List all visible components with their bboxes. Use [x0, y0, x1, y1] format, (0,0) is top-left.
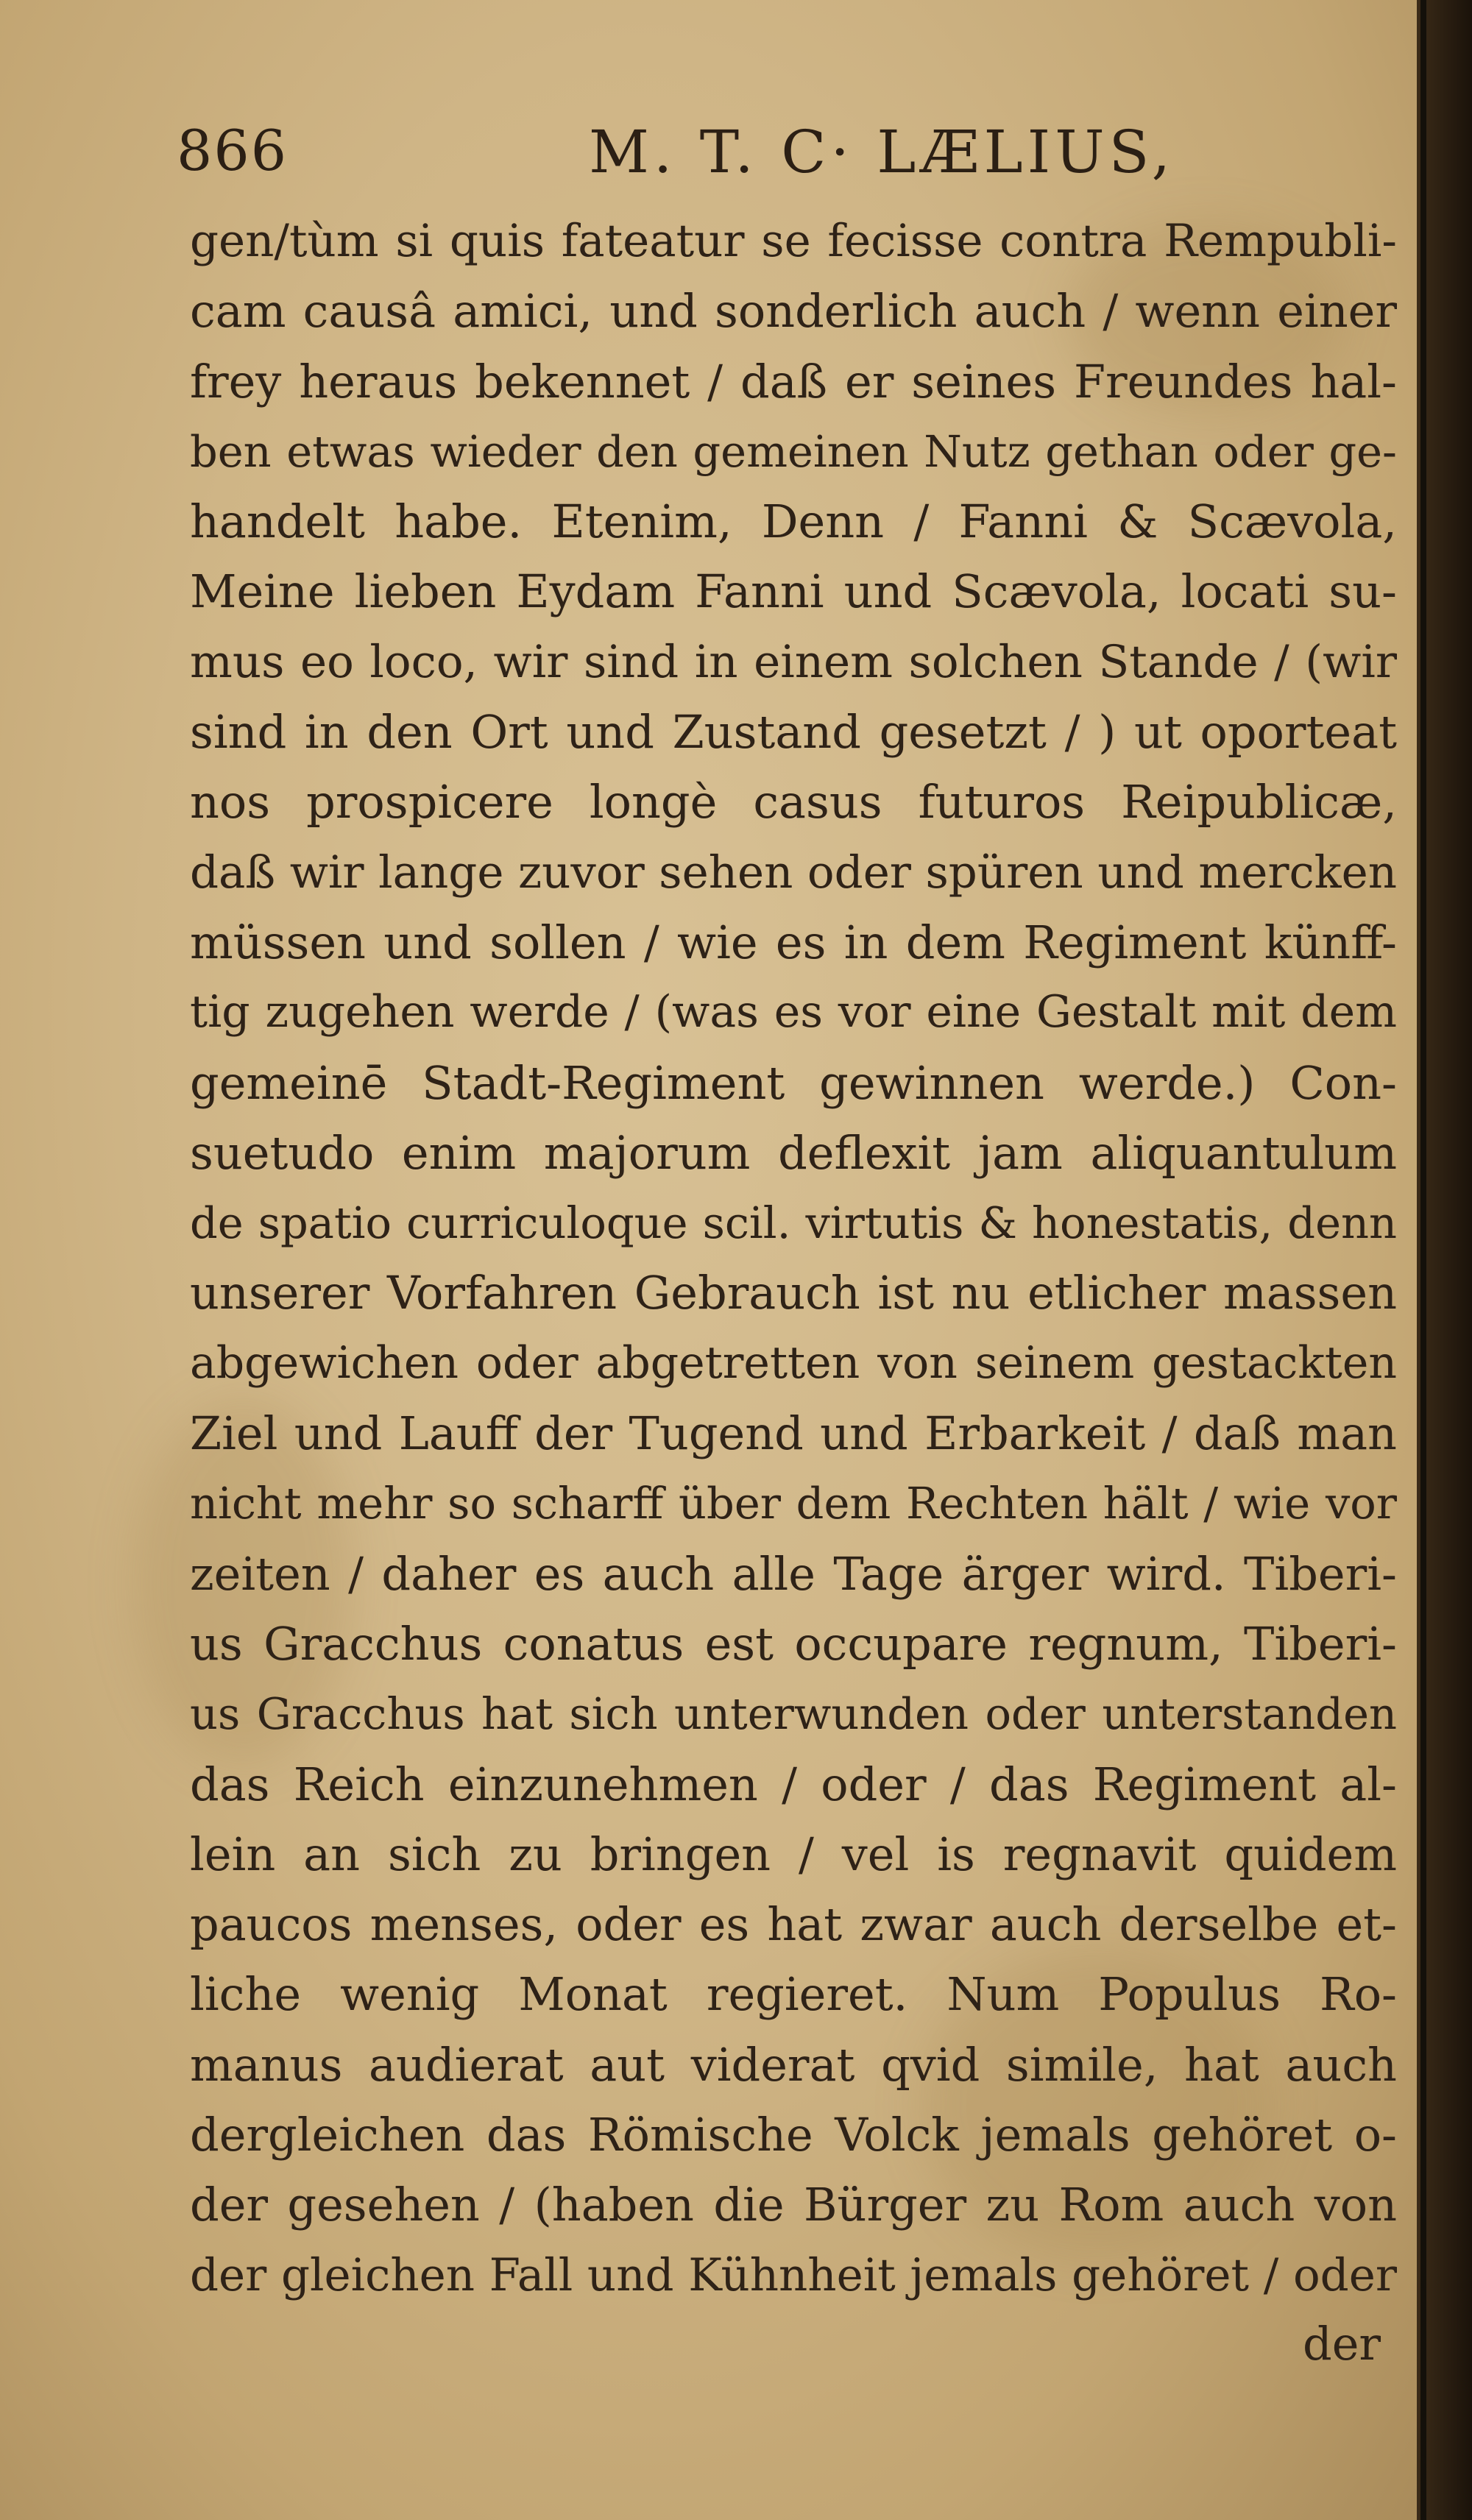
- text-line: cam causâ amici, und sonderlich auch / wenn einer: [190, 284, 1397, 339]
- text-line: das Reich einzunehmen / oder / das Regiment al-: [190, 1757, 1397, 1811]
- page-header: [177, 110, 1384, 191]
- text-line: gen/tùm si quis fateatur se fecisse contra Rempubli-: [190, 215, 1397, 267]
- text-line: sind in den Ort und Zustand gesetzt / ) ut oporteat: [190, 705, 1397, 760]
- text-line: liche wenig Monat regieret. Num Populus Ro-: [190, 1967, 1397, 2022]
- text-line: unserer Vorfahren Gebrauch ist nu etlicher massen: [190, 1266, 1397, 1320]
- text-line: tig zugehen werde / (was es vor eine Gestalt mit dem: [190, 986, 1397, 1038]
- binding-rule: [1420, 0, 1426, 2520]
- text-line: ben etwas wieder den gemeinen Nutz gethan oder ge-: [190, 425, 1397, 477]
- text-line: dergleichen das Römische Volck jemals gehöret o-: [190, 2108, 1397, 2162]
- catchword: der: [1303, 2317, 1381, 2371]
- text-line: daß wir lange zuvor sehen oder spüren und mercken: [190, 846, 1397, 899]
- text-line: müssen und sollen / wie es in dem Regiment künff-: [190, 915, 1397, 969]
- body-text: [190, 206, 1397, 2310]
- text-line: Ziel und Lauff der Tugend und Erbarkeit / daß man: [190, 1406, 1397, 1461]
- page-number: 866: [177, 118, 289, 183]
- text-line: mus eo loco, wir sind in einem solchen Stande / (wir: [190, 635, 1397, 688]
- text-line: der gleichen Fall und Kühnheit jemals gehöret / oder: [190, 2248, 1397, 2301]
- text-line: us Gracchus conatus est occupare regnum, Tiberi-: [190, 1616, 1397, 1671]
- text-line: us Gracchus hat sich unterwunden oder unterstanden: [190, 1688, 1397, 1740]
- text-line: de spatio curriculoque scil. virtutis & honestatis, denn: [190, 1197, 1397, 1249]
- text-line: zeiten / daher es auch alle Tage ärger wird. Tiberi-: [190, 1546, 1397, 1601]
- text-line: suetudo enim majorum deflexit jam aliquantulum: [190, 1125, 1397, 1180]
- text-line: lein an sich zu bringen / vel is regnavit quidem: [190, 1827, 1397, 1881]
- text-line: abgewichen oder abgetretten von seinem gestackten: [190, 1337, 1397, 1389]
- text-line: nos prospicere longè casus futuros Reipublicæ,: [190, 775, 1397, 829]
- running-head: M. T. C· LÆLIUS,: [589, 118, 1175, 186]
- text-line: frey heraus bekennet / daß er seines Freundes hal-: [190, 354, 1397, 408]
- text-line: manus audierat aut viderat qvid simile, hat auch: [190, 2037, 1397, 2092]
- text-line: paucos menses, oder es hat zwar auch derselbe et-: [190, 1897, 1397, 1952]
- text-line: handelt habe. Etenim, Denn / Fanni & Scævola,: [190, 495, 1397, 549]
- text-line: gemeinē Stadt-Regiment gewinnen werde.) Con-: [190, 1055, 1397, 1110]
- text-line: Meine lieben Eydam Fanni und Scævola, locati su-: [190, 564, 1397, 619]
- text-line: nicht mehr so scharff über dem Rechten hält / wie vor: [190, 1478, 1397, 1529]
- text-line: der gesehen / (haben die Bürger zu Rom auch von: [190, 2178, 1397, 2232]
